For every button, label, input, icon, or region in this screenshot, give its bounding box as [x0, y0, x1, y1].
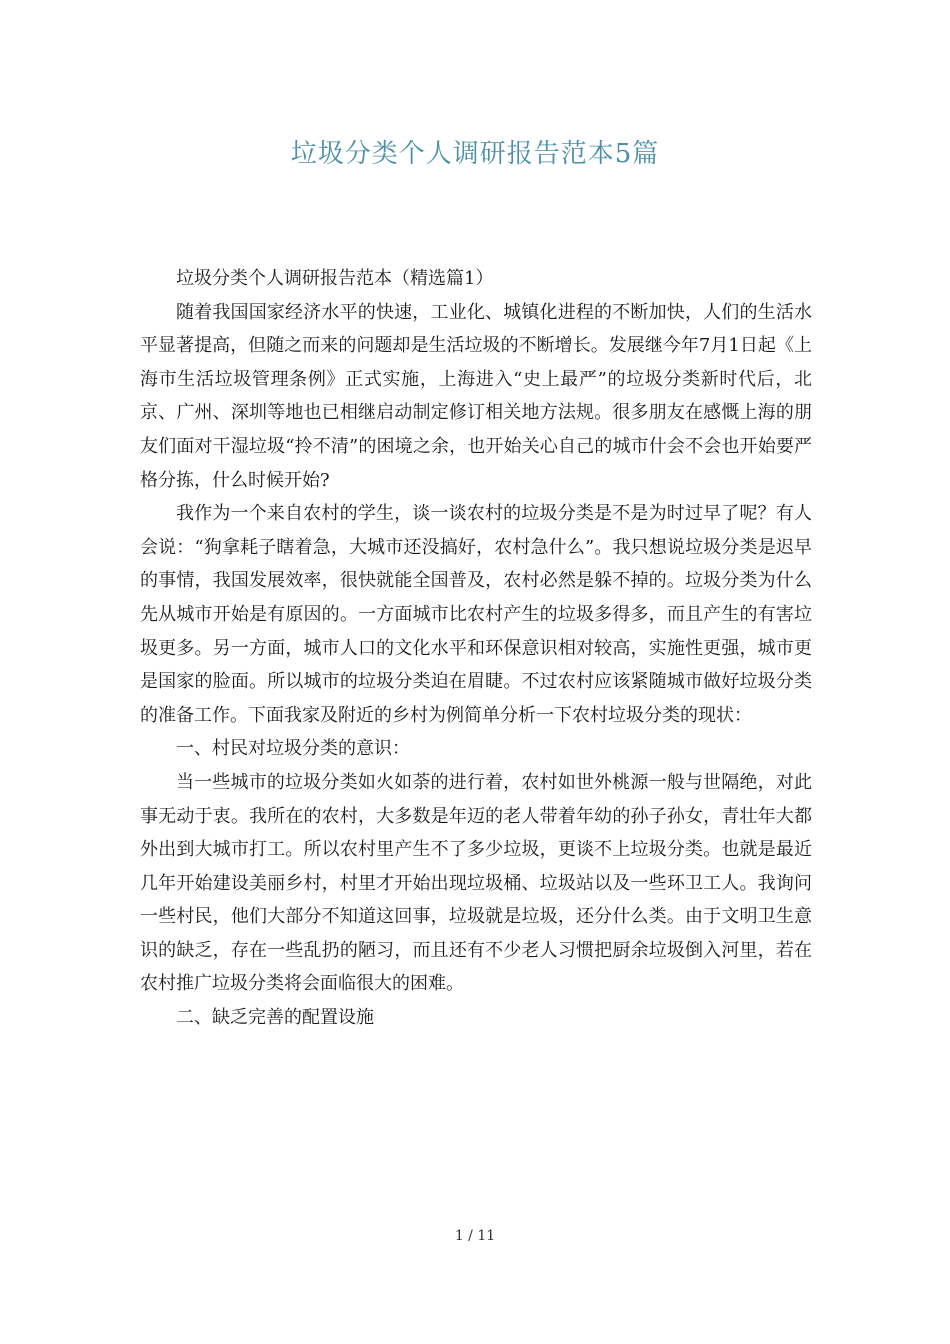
page-number: 1 / 11 [454, 1228, 496, 1244]
subheading-facilities: 二、缺乏完善的配置设施 [176, 1007, 374, 1029]
paragraph-rural: 我作为一个来自农村的学生，谈一谈农村的垃圾分类是不是为时过早了呢？有人会说：“狗拿耗子瞎着急，大城市还没搞好，农村急什么”。我只想说垃圾分类是迟早的事情，我国发展效率，很快就能全国普及，农村必然是躲不掉的。垃圾分类为什么先从城市开始是有原因的。一方面城市比农村产生的垃圾多得多，而且产生的有害垃圾更多。另一方面，城市人口的文化水平和环保意识相对较高，实施性更强，城市更是国家的脸面。所以城市的垃圾分类迫在眉睫。不过农村应该紧随城市做好垃圾分类的准备工作。下面我家及附近的乡村为例简单分析一下农村垃圾分类的现状： [140, 503, 812, 726]
section-heading-1: 垃圾分类个人调研报告范本（精选篇1） [176, 268, 494, 289]
document-title: 垃圾分类个人调研报告范本5篇 [290, 139, 660, 169]
paragraph-intro: 随着我国国家经济水平的快速，工业化、城镇化进程的不断加快，人们的生活水平显著提高，但随之而来的问题却是生活垃圾的不断增长。发展继今年7月1日起《上海市生活垃圾管理条例》正式实施，上海进入“史上最严”的垃圾分类新时代后，北京、广州、深圳等地也已相继启动制定修订相关地方法规。很多朋友在感慨上海的朋友们面对干湿垃圾“拎不清”的困境之余，也开始关心自己的城市什会不会也开始要严格分拣，什么时候开始? [140, 301, 812, 491]
paragraph-awareness: 当一些城市的垃圾分类如火如荼的进行着，农村如世外桃源一般与世隔绝，对此事无动于衷。我所在的农村，大多数是年迈的老人带着年幼的孙子孙女，青壮年大都外出到大城市打工。所以农村里产生不了多少垃圾，更谈不上垃圾分类。也就是最近几年开始建设美丽乡村，村里才开始出现垃圾桶、垃圾站以及一些环卫工人。我询问一些村民，他们大部分不知道这回事，垃圾就是垃圾，还分什么类。由于文明卫生意识的缺乏，存在一些乱扔的陋习，而且还有不少老人习惯把厨余垃圾倒入河里，若在农村推广垃圾分类将会面临很大的困难。 [140, 771, 812, 995]
document-body [140, 262, 812, 1035]
subheading-awareness: 一、村民对垃圾分类的意识： [176, 738, 410, 760]
